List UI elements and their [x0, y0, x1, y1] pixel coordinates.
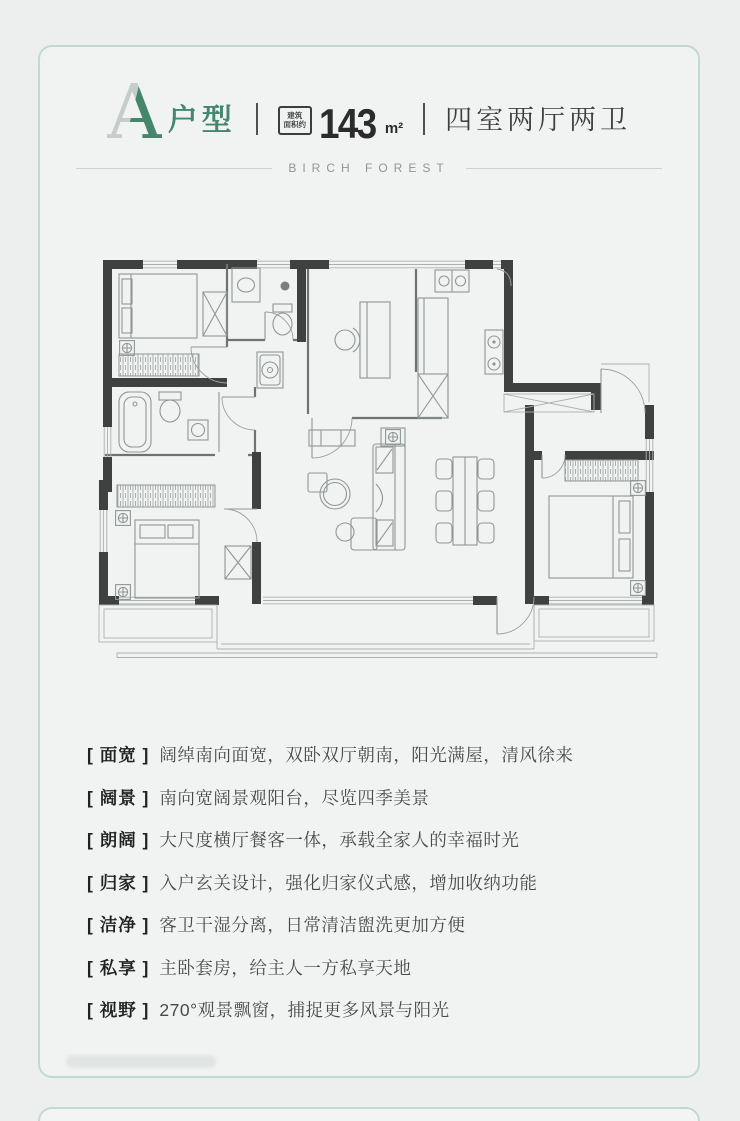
- header: [40, 67, 698, 156]
- wardrobe-icon: [119, 354, 199, 376]
- basin-icon: [281, 282, 290, 291]
- area-badge-icon: [278, 106, 312, 135]
- floorplan-card: [38, 45, 700, 1078]
- wardrobe-icon: [565, 460, 638, 481]
- tv-cabinet-icon: [309, 430, 355, 446]
- unit-letter: A: [106, 67, 162, 156]
- laundry: [257, 352, 283, 388]
- feature-row: [87, 999, 573, 1022]
- dining-area: [436, 457, 494, 545]
- area-unit: m²: [384, 120, 404, 137]
- feature-text: 入户玄关设计，强化归家仪式感，增加收纳功能: [159, 872, 538, 893]
- feature-text: 阔绰南向面宽，双卧双厅朝南，阳光满屋，清风徐来: [159, 745, 574, 765]
- tagline-rule-left: [76, 168, 272, 169]
- feature-row: [87, 787, 573, 810]
- unit-type-label: 户型: [167, 104, 236, 137]
- feature-text: 客卫干湿分离，日常清洁盥洗更加方便: [159, 915, 466, 935]
- nightstand-icon: [116, 511, 131, 526]
- sofa-icon: [373, 444, 405, 550]
- area-badge-line2: 面积约: [283, 119, 306, 129]
- guest-bathroom: [232, 268, 292, 335]
- feature-row: [87, 957, 573, 980]
- feature-label: [ 视野 ]: [87, 1000, 150, 1020]
- divider-bar: [423, 103, 425, 135]
- outer-walls: [99, 260, 654, 605]
- feature-list: [87, 744, 573, 1022]
- feature-row: [87, 744, 573, 767]
- master-bedroom: [116, 485, 251, 599]
- feature-label: [ 归家 ]: [87, 872, 150, 893]
- stove-icon: [485, 330, 503, 374]
- next-card-edge: [38, 1107, 700, 1121]
- bedroom-southeast: [549, 460, 645, 595]
- tagline-text: BIRCH FOREST: [288, 161, 450, 175]
- entry-door: [601, 364, 649, 413]
- shaft: [504, 394, 594, 412]
- floor-plan: [97, 252, 672, 667]
- living-room: [308, 428, 405, 550]
- bedroom-north: [119, 274, 227, 376]
- feature-label: [ 朗阔 ]: [87, 830, 150, 850]
- study: [335, 302, 390, 378]
- feature-label: [ 私享 ]: [87, 957, 150, 978]
- layout-label: 四室两厅两卫: [445, 105, 632, 135]
- nightstand-icon: [120, 341, 135, 356]
- feature-text: 主卧套房，给主人一方私享天地: [159, 957, 412, 978]
- feature-text: 大尺度横厅餐客一体，承载全家人的幸福时光: [159, 830, 520, 850]
- feature-row: [87, 829, 573, 852]
- feature-label: [ 洁净 ]: [87, 915, 150, 935]
- kitchen: [418, 269, 511, 418]
- wardrobe-icon: [117, 485, 215, 507]
- balcony: [99, 605, 657, 658]
- watermark: [66, 1055, 216, 1068]
- feature-label: [ 阔景 ]: [87, 787, 150, 808]
- tagline-rule-right: [466, 168, 662, 169]
- area-group: [278, 100, 404, 147]
- feature-row: [87, 872, 573, 895]
- windows: [100, 261, 653, 604]
- area-badge-line1: 建筑: [287, 111, 303, 120]
- feature-row: [87, 914, 573, 937]
- tagline-row: [76, 161, 662, 175]
- feature-text: 南向宽阔景观阳台，尽览四季美景: [159, 787, 430, 808]
- feature-label: [ 面宽 ]: [87, 745, 150, 765]
- nightstand-icon: [631, 481, 646, 496]
- nightstand-icon: [631, 581, 646, 596]
- divider-bar: [256, 103, 258, 135]
- feature-text: 270°观景飘窗，捕捉更多风景与阳光: [159, 1000, 450, 1020]
- master-bathroom: [119, 392, 219, 452]
- area-value: 143: [318, 100, 376, 147]
- side-table-icon: [386, 430, 401, 445]
